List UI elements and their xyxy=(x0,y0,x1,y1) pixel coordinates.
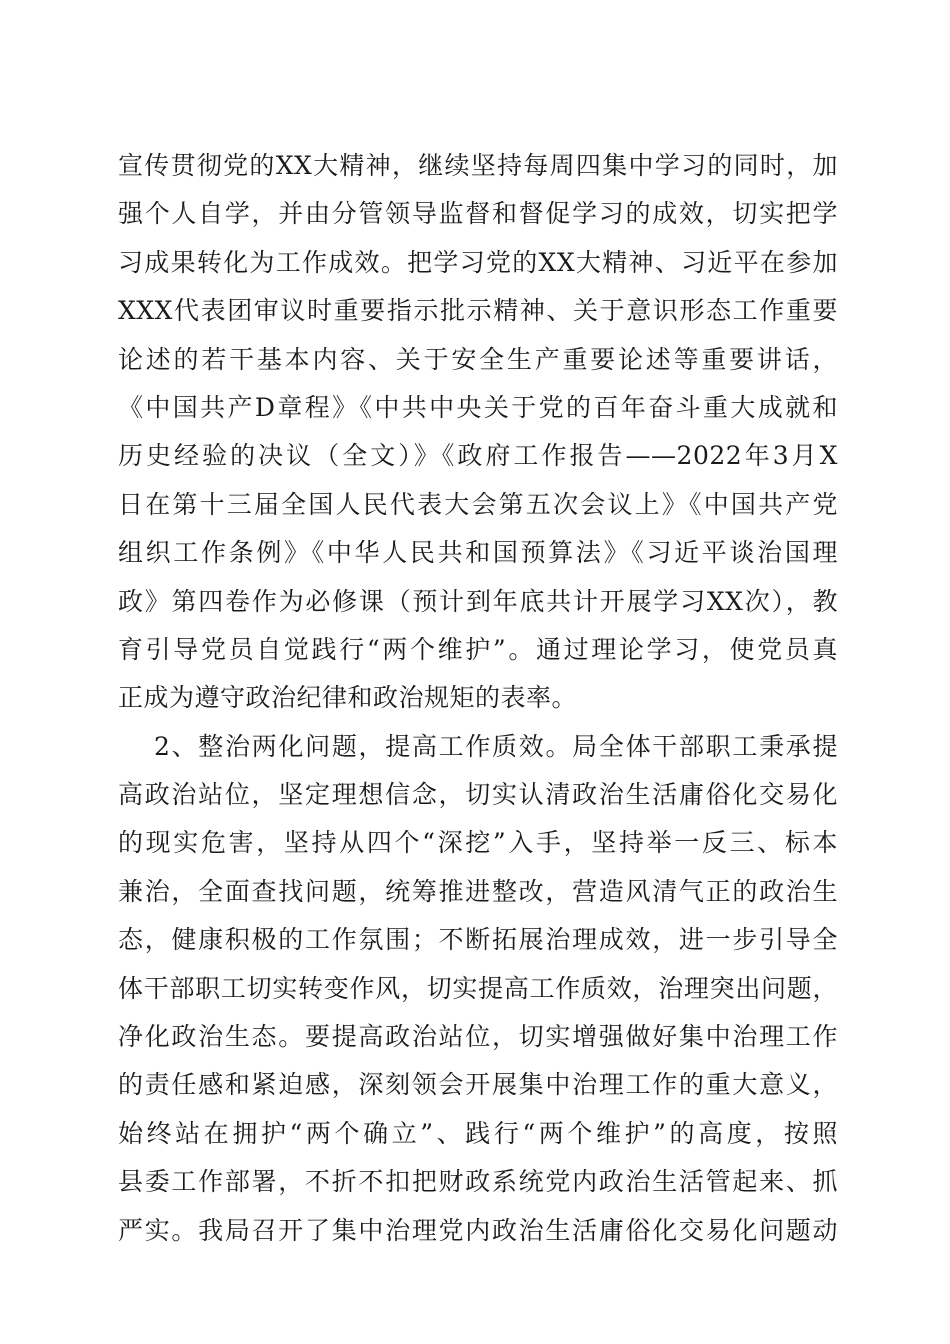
document-body xyxy=(118,142,838,1255)
text-line: 态，健康积极的工作氛围；不断拓展治理成效，进一步引导全 xyxy=(118,925,838,955)
text-line: 历史经验的决议（全文）》《政府工作报告——2022年3月X xyxy=(118,441,838,471)
text-line: 县委工作部署，不折不扣把财政系统党内政治生活管起来、抓 xyxy=(118,1167,838,1197)
text-line: 政》第四卷作为必修课（预计到年底共计开展学习XX次），教 xyxy=(118,586,838,616)
text-line: 论述的若干基本内容、关于安全生产重要论述等重要讲话， xyxy=(118,344,838,374)
text-line: 体干部职工切实转变作风，切实提高工作质效，治理突出问题， xyxy=(118,973,838,1003)
text-line: 强个人自学，并由分管领导监督和督促学习的成效，切实把学 xyxy=(118,199,838,229)
text-line: 日在第十三届全国人民代表大会第五次会议上》《中国共产党 xyxy=(118,489,838,519)
text-line: 宣传贯彻党的XX大精神，继续坚持每周四集中学习的同时，加 xyxy=(118,151,838,180)
text-line: 严实。我局召开了集中治理党内政治生活庸俗化交易化问题动 xyxy=(118,1215,838,1245)
text-line: 正成为遵守政治纪律和政治规矩的表率。 xyxy=(118,683,578,713)
text-line: 净化政治生态。要提高政治站位，切实增强做好集中治理工作 xyxy=(118,1022,838,1052)
paragraph-1 xyxy=(118,142,838,723)
text-line: 的现实危害，坚持从四个“深挖”入手，坚持举一反三、标本 xyxy=(118,828,838,858)
text-line: 的责任感和紧迫感，深刻领会开展集中治理工作的重大意义， xyxy=(118,1070,838,1100)
text-line: 始终站在拥护“两个确立”、践行“两个维护”的高度，按照 xyxy=(118,1118,838,1148)
text-line: 2、整治两化问题，提高工作质效。局全体干部职工秉承提 xyxy=(154,731,838,761)
paragraph-2 xyxy=(118,723,838,1255)
text-line: 育引导党员自觉践行“两个维护”。通过理论学习，使党员真 xyxy=(118,634,838,664)
text-line: 组织工作条例》《中华人民共和国预算法》《习近平谈治国理 xyxy=(118,538,838,568)
text-line: XXX代表团审议时重要指示批示精神、关于意识形态工作重要 xyxy=(118,296,838,326)
text-line: 高政治站位，坚定理想信念，切实认清政治生活庸俗化交易化 xyxy=(118,780,838,810)
text-line: 兼治，全面查找问题，统筹推进整改，营造风清气正的政治生 xyxy=(118,876,838,906)
text-line: 习成果转化为工作成效。把学习党的XX大精神、习近平在参加 xyxy=(118,247,838,277)
text-line: 《中国共产D章程》《中共中央关于党的百年奋斗重大成就和 xyxy=(118,392,838,422)
